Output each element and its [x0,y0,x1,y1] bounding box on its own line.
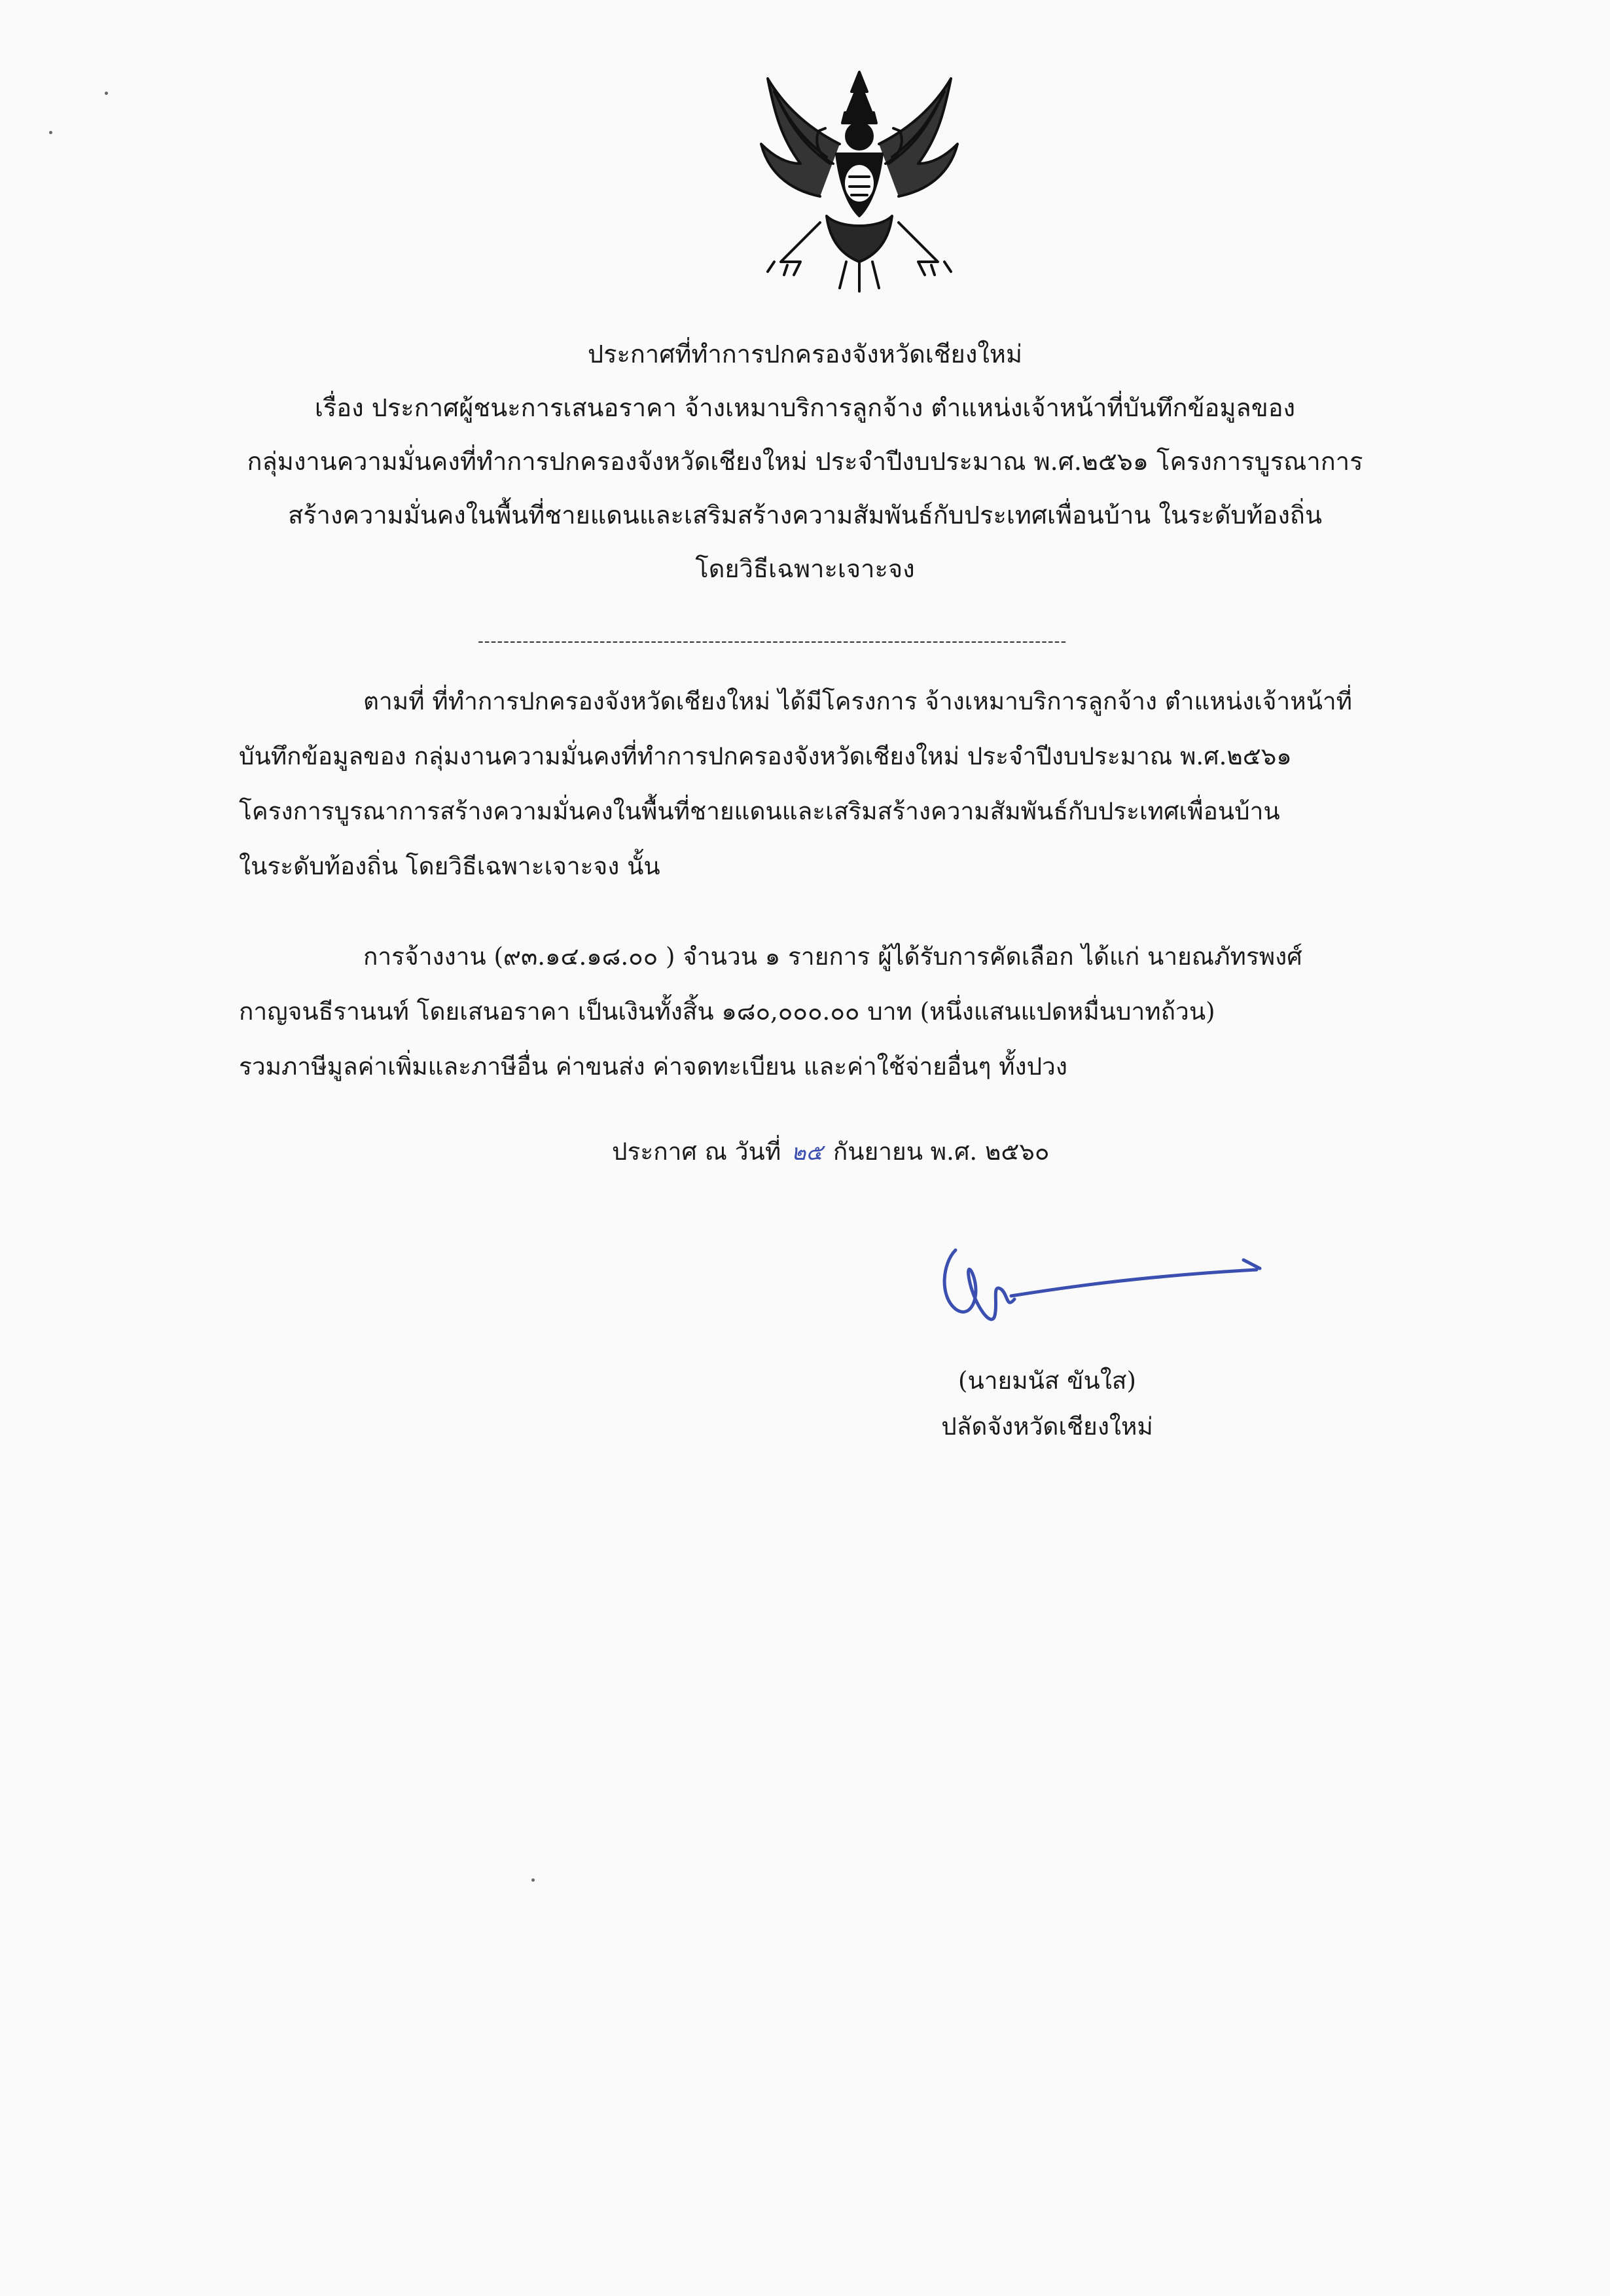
signer-title: ปลัดจังหวัดเชียงใหม่ [941,1412,1153,1441]
paragraph-2-line-3: รวมภาษีมูลค่าเพิ่มและภาษีอื่น ค่าขนส่ง ค่าจดทะเบียน และค่าใช้จ่ายอื่นๆ ทั้งปวง [239,1052,1067,1081]
paragraph-1-line-4: ในระดับท้องถิ่น โดยวิธีเฉพาะเจาะจง นั้น [239,852,660,880]
scan-speck [105,92,108,95]
date-prefix: ประกาศ ณ วันที่ [612,1138,781,1166]
scan-speck [531,1878,535,1882]
paragraph-2-line-2: กาญจนธีรานนท์ โดยเสนอราคา เป็นเงินทั้งสิ้น ๑๘๐,๐๐๐.๐๐ บาท (หนึ่งแสนแปดหมื่นบาทถ้วน) [239,997,1215,1026]
date-day-handwritten: ๒๕ [791,1139,823,1166]
paragraph-2 [239,929,1482,1094]
paragraph-2-line-1: การจ้างงาน (๙๓.๑๔.๑๘.๐๐ ) จำนวน ๑ รายการ ผู้ได้รับการคัดเลือก ได้แก่ นายณภัทรพงศ์ [363,942,1302,971]
signer-name: (นายมนัส ขันใส) [958,1367,1136,1395]
scan-speck [49,131,52,134]
handwritten-signature-icon [929,1237,1270,1348]
paragraph-1-line-1: ตามที่ ที่ทำการปกครองจังหวัดเชียงใหม่ ได้มีโครงการ จ้างเหมาบริการลูกจ้าง ตำแหน่งเจ้าหน้าที่ [363,687,1353,715]
announcement-date [612,1124,1049,1180]
garuda-emblem-icon [748,65,971,308]
date-suffix: กันยายน พ.ศ. ๒๕๖๐ [832,1138,1050,1166]
paragraph-1-line-2: บันทึกข้อมูลของ กลุ่มงานความมั่นคงที่ทำการปกครองจังหวัดเชียงใหม่ ประจำปีงบประมาณ พ.ศ.๒๕๖๑ [239,742,1292,770]
announcement-header [196,327,1414,596]
office-title: ประกาศที่ทำการปกครองจังหวัดเชียงใหม่ [587,340,1023,368]
paragraph-1-line-3: โครงการบูรณาการสร้างความมั่นคงในพื้นที่ชายแดนและเสริมสร้างความสัมพันธ์กับประเทศเพื่อนบ้าน [239,797,1280,825]
subject-line-3: สร้างความมั่นคงในพื้นที่ชายแดนและเสริมสร้างความสัมพันธ์กับประเทศเพื่อนบ้าน ในระดับท้องถิ่น [288,501,1322,529]
subject-line-1: เรื่อง ประกาศผู้ชนะการเสนอราคา จ้างเหมาบริการลูกจ้าง ตำแหน่งเจ้าหน้าที่บันทึกข้อมูลของ [314,393,1296,422]
paragraph-1 [239,674,1482,894]
subject-line-4: โดยวิธีเฉพาะเจาะจง [695,554,915,583]
separator-line: -------------------------------------------------------------------------------------------- [478,632,1067,651]
subject-line-2: กลุ่มงานความมั่นคงที่ทำการปกครองจังหวัดเชียงใหม่ ประจำปีงบประมาณ พ.ศ.๒๕๖๑ โครงการบูรณาการ [247,447,1363,476]
